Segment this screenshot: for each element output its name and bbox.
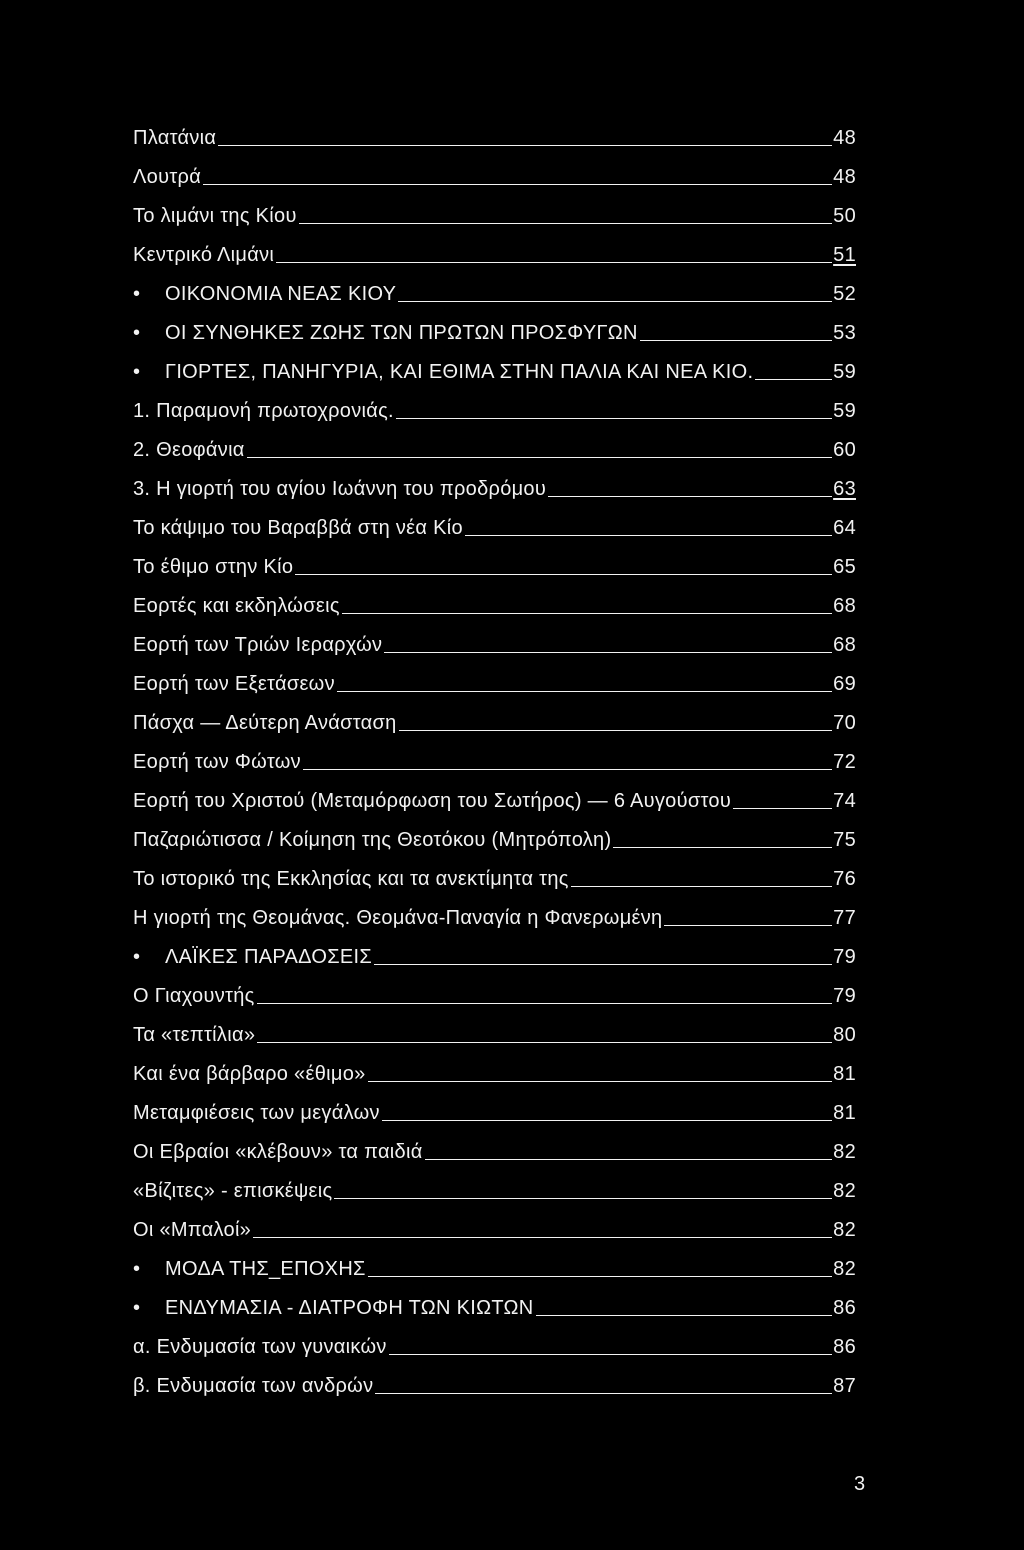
toc-entry-title: Οι Εβραίοι «κλέβουν» τα παιδιά — [133, 1141, 423, 1163]
toc-entry-page: 76 — [833, 868, 856, 890]
toc-entry-title: Εορτές και εκδηλώσεις — [133, 595, 340, 617]
toc-entry — [133, 1054, 856, 1093]
toc-entry — [133, 1249, 856, 1288]
toc-entry — [133, 703, 856, 742]
toc-entry — [133, 157, 856, 196]
toc-entry-page: 75 — [833, 829, 856, 851]
leader-line — [733, 808, 832, 809]
leader-line — [384, 652, 832, 653]
toc-entry-page: 79 — [833, 946, 856, 968]
toc-entry — [133, 1210, 856, 1249]
toc-entry — [133, 1327, 856, 1366]
toc-entry-title: ΟΙΚΟΝΟΜΙΑ ΝΕΑΣ ΚΙΟΥ — [165, 283, 397, 305]
toc-entry — [133, 664, 856, 703]
toc-entry-page: 82 — [833, 1180, 856, 1202]
toc-entry-title: Το ιστορικό της Εκκλησίας και τα ανεκτίμητα της — [133, 868, 569, 890]
leader-line — [253, 1237, 832, 1238]
toc-entry-page: 82 — [833, 1141, 856, 1163]
toc-entry — [133, 976, 856, 1015]
toc-entry — [133, 625, 856, 664]
toc-entry — [133, 274, 856, 313]
toc-entry — [133, 1132, 856, 1171]
bullet-icon: • — [133, 1297, 141, 1319]
toc-entry-title: Πλατάνια — [133, 127, 217, 149]
toc-entry-title: Το έθιμο στην Κίο — [133, 556, 294, 578]
toc-entry-title: 2. Θεοφάνια — [133, 439, 245, 461]
toc-entry-page: 70 — [833, 712, 856, 734]
leader-line — [755, 379, 832, 380]
leader-line — [299, 223, 832, 224]
toc-entry-title: 3. Η γιορτή του αγίου Ιωάννη του προδρόμου — [133, 478, 547, 500]
toc-entry-title: Εορτή του Χριστού (Μεταμόρφωση του Σωτήρος) — 6 Αυγούστου — [133, 790, 732, 812]
leader-line — [613, 847, 832, 848]
toc-entry-title: α. Ενδυμασία των γυναικών — [133, 1336, 387, 1358]
toc-entry-page: 74 — [833, 790, 856, 812]
toc-entry-page: 50 — [833, 205, 856, 227]
leader-line — [337, 691, 832, 692]
toc-entry-page: 79 — [833, 985, 856, 1007]
toc-entry-page: 72 — [833, 751, 856, 773]
leader-line — [389, 1354, 832, 1355]
toc-entry-title: Το κάψιμο του Βαραββά στη νέα Κίο — [133, 517, 463, 539]
toc-entry-page: 82 — [833, 1258, 856, 1280]
toc-entry-title: ΟΙ ΣΥΝΘΗΚΕΣ ΖΩΗΣ ΤΩΝ ΠΡΩΤΩΝ ΠΡΟΣΦΥΓΩΝ — [165, 322, 638, 344]
bullet-icon: • — [133, 322, 141, 344]
leader-line — [425, 1159, 833, 1160]
leader-line — [382, 1120, 832, 1121]
leader-line — [571, 886, 832, 887]
toc-entry — [133, 235, 856, 274]
toc-entry-title: Οι «Μπαλοί» — [133, 1219, 252, 1241]
toc-entry-title: «Βίζιτες» - επισκέψεις — [133, 1180, 333, 1202]
toc-entry-page: 81 — [833, 1102, 856, 1124]
toc-entry — [133, 820, 856, 859]
leader-line — [664, 925, 832, 926]
toc-entry — [133, 1171, 856, 1210]
toc-entry — [133, 1366, 856, 1405]
toc-entry-title: Εορτή των Εξετάσεων — [133, 673, 335, 695]
toc-entry-title: Πάσχα — Δεύτερη Ανάσταση — [133, 712, 397, 734]
toc-entry-page: 86 — [833, 1336, 856, 1358]
toc-entry-page: 68 — [833, 634, 856, 656]
toc-entry-title: ΓΙΟΡΤΕΣ, ΠΑΝΗΓΥΡΙΑ, ΚΑΙ ΕΘΙΜΑ ΣΤΗΝ ΠΑΛΙΑ ΚΑΙ ΝΕΑ ΚΙΟ. — [165, 361, 754, 383]
leader-line — [257, 1003, 833, 1004]
leader-line — [398, 301, 832, 302]
leader-line — [536, 1315, 833, 1316]
toc-entry-title: Κεντρικό Λιμάνι — [133, 244, 275, 266]
toc-entry — [133, 352, 856, 391]
leader-line — [276, 262, 832, 263]
toc-entry-page: 60 — [833, 439, 856, 461]
leader-line — [368, 1081, 833, 1082]
toc-entry-title: Το λιμάνι της Κίου — [133, 205, 297, 227]
toc-entry-page: 81 — [833, 1063, 856, 1085]
toc-entry-title: Και ένα βάρβαρο «έθιμο» — [133, 1063, 366, 1085]
toc-entry — [133, 313, 856, 352]
toc-entry-page: 65 — [833, 556, 856, 578]
leader-line — [303, 769, 832, 770]
toc-entry-title: Μεταμφιέσεις των μεγάλων — [133, 1102, 380, 1124]
toc-entry-title: β. Ενδυμασία των ανδρών — [133, 1375, 374, 1397]
bullet-icon: • — [133, 1258, 141, 1280]
toc-entry-title: Εορτή των Φώτων — [133, 751, 301, 773]
toc-entry — [133, 1015, 856, 1054]
toc-entry-page: 59 — [833, 400, 856, 422]
leader-line — [203, 184, 832, 185]
bullet-icon: • — [133, 361, 141, 383]
toc-entry-page: 68 — [833, 595, 856, 617]
toc-entry-title: Ο Γιαχουντής — [133, 985, 255, 1007]
toc-entry-title: Η γιορτή της Θεομάνας. Θεομάνα-Παναγία η Φανερωμένη — [133, 907, 663, 929]
leader-line — [375, 1393, 832, 1394]
toc-entry — [133, 430, 856, 469]
toc-entry-page: 77 — [833, 907, 856, 929]
toc-entry — [133, 469, 856, 508]
leader-line — [396, 418, 832, 419]
toc-entry — [133, 1093, 856, 1132]
toc-entry-title: ΜΟΔΑ ΤΗΣ_ΕΠΟΧΗΣ — [165, 1258, 366, 1280]
toc-entry-page: 63 — [833, 478, 856, 500]
leader-line — [247, 457, 832, 458]
toc-entry-page: 59 — [833, 361, 856, 383]
toc-entry — [133, 1288, 856, 1327]
leader-line — [257, 1042, 832, 1043]
toc-entry-title: 1. Παραμονή πρωτοχρονιάς. — [133, 400, 394, 422]
toc-entry-page: 48 — [833, 127, 856, 149]
leader-line — [218, 145, 832, 146]
toc-entry-page: 87 — [833, 1375, 856, 1397]
leader-line — [374, 964, 832, 965]
toc-entry-page: 86 — [833, 1297, 856, 1319]
leader-line — [465, 535, 832, 536]
toc-entry-page: 53 — [833, 322, 856, 344]
toc-entry-page: 51 — [833, 244, 856, 266]
toc-entry — [133, 196, 856, 235]
toc-entry — [133, 118, 856, 157]
toc-entry — [133, 547, 856, 586]
toc-entry-title: Λουτρά — [133, 166, 202, 188]
toc-entry-title: Εορτή των Τριών Ιεραρχών — [133, 634, 383, 656]
toc-entry-page: 52 — [833, 283, 856, 305]
toc-entry — [133, 742, 856, 781]
toc-entry-page: 69 — [833, 673, 856, 695]
leader-line — [334, 1198, 832, 1199]
table-of-contents — [133, 118, 856, 1405]
toc-entry-page: 64 — [833, 517, 856, 539]
leader-line — [548, 496, 832, 497]
toc-entry — [133, 937, 856, 976]
toc-entry-page: 48 — [833, 166, 856, 188]
toc-entry — [133, 898, 856, 937]
toc-entry-title: ΛΑΪΚΕΣ ΠΑΡΑΔΟΣΕΙΣ — [165, 946, 373, 968]
bullet-icon: • — [133, 283, 141, 305]
toc-entry — [133, 859, 856, 898]
toc-entry-title: Παζαριώτισσα / Κοίμηση της Θεοτόκου (Μητρόπολη) — [133, 829, 612, 851]
leader-line — [368, 1276, 832, 1277]
leader-line — [342, 613, 832, 614]
toc-entry-title: ΕΝΔΥΜΑΣΙΑ - ΔΙΑΤΡΟΦΗ ΤΩΝ ΚΙΩΤΩΝ — [165, 1297, 534, 1319]
toc-entry-title: Τα «τεπτίλια» — [133, 1024, 256, 1046]
leader-line — [295, 574, 832, 575]
page-number: 3 — [854, 1473, 866, 1495]
toc-entry — [133, 781, 856, 820]
bullet-icon: • — [133, 946, 141, 968]
toc-entry — [133, 508, 856, 547]
toc-entry-page: 82 — [833, 1219, 856, 1241]
toc-entry-page: 80 — [833, 1024, 856, 1046]
leader-line — [640, 340, 832, 341]
toc-entry — [133, 391, 856, 430]
leader-line — [399, 730, 833, 731]
toc-entry — [133, 586, 856, 625]
